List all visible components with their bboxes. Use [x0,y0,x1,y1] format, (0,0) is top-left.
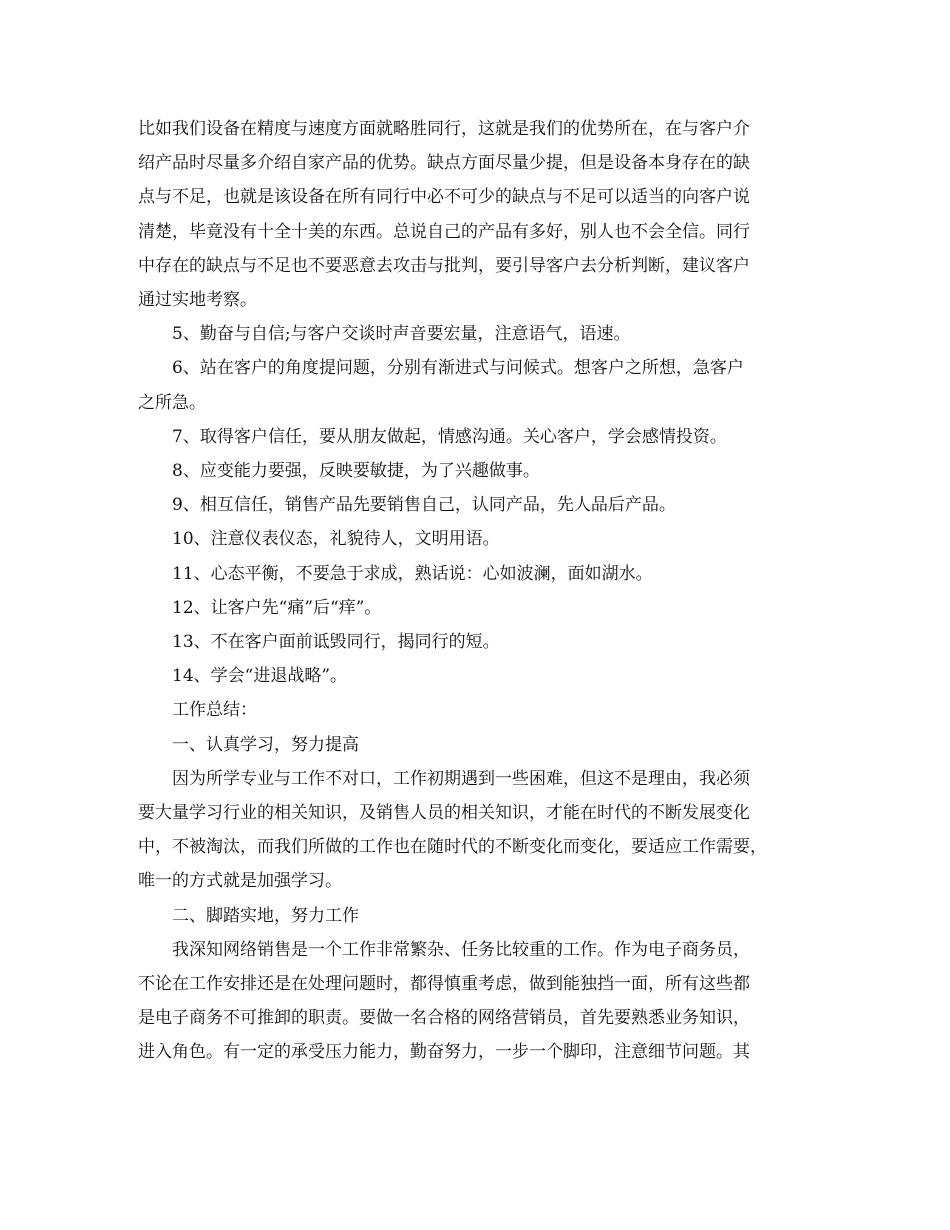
paragraph-6: 9、相互信任，销售产品先要销售自己，认同产品，先人品后产品。 [172,495,676,516]
paragraph-14: 因为所学专业与工作不对口，工作初期遇到一些困难，但这不是理由，我必须 要大量学习行业的相关知识，及销售人员的相关知识，才能在时代的不断发展变化 中，不被淘汰，而我们所做的工作也在随时代的不断变化而变化，要适应工作需要， 唯一的方式就是加强学习。 [138,768,767,892]
paragraph-4: 7、取得客户信任，要从朋友做起，情感沟通。关心客户，学会感情投资。 [172,426,727,447]
paragraph-5: 8、应变能力要强，反映要敏捷，为了兴趣做事。 [172,461,540,482]
paragraph-2: 5、勤奋与自信;与客户交谈时声音要宏量，注意语气，语速。 [172,324,631,345]
paragraph-8: 11、心态平衡，不要急于求成，熟话说：心如波澜，面如湖水。 [172,563,653,584]
paragraph-3: 6、站在客户的角度提问题，分别有渐进式与问候式。想客户之所想，急客户 之所急。 [138,358,744,413]
section-heading-1: 一、认真学习，努力提高 [172,734,359,755]
paragraph-16: 我深知网络销售是一个工作非常繁杂、任务比较重的工作。作为电子商务员， 不论在工作安排还是在处理问题时，都得慎重考虑，做到能独挡一面，所有这些都 是电子商务不可推卸的职责。要做一名合格的网络营销员，首先要熟悉业务知识， 进入角色。有一定的承受压力能力，勤奋努力，一步一个脚印，注意细节问题。其 [138,939,750,1063]
section-heading-summary: 工作总结： [172,700,257,721]
paragraph-11: 14、学会“进退战略”。 [172,666,348,687]
document-body [138,112,818,1070]
section-heading-2: 二、脚踏实地，努力工作 [172,905,359,926]
paragraph-9: 12、让客户先“痛”后“痒”。 [172,597,382,618]
paragraph-7: 10、注意仪表仪态，礼貌待人，文明用语。 [172,529,500,550]
paragraph-10: 13、不在客户面前诋毁同行，揭同行的短。 [172,632,500,653]
paragraph-1: 比如我们设备在精度与速度方面就略胜同行，这就是我们的优势所在，在与客户介 绍产品时尽量多介绍自家产品的优势。缺点方面尽量少提，但是设备本身存在的缺 点与不足，也就是该设备在所有同行中必不可少的缺点与不足可以适当的向客户说 清楚，毕竟没有十全十美的东西。总说自己的产品有多好，别人也不会全信。同行 中存在的缺点与不足也不要恶意去攻击与批判，要引导客户去分析判断，建议客户 通过实地考察。 [138,119,750,311]
